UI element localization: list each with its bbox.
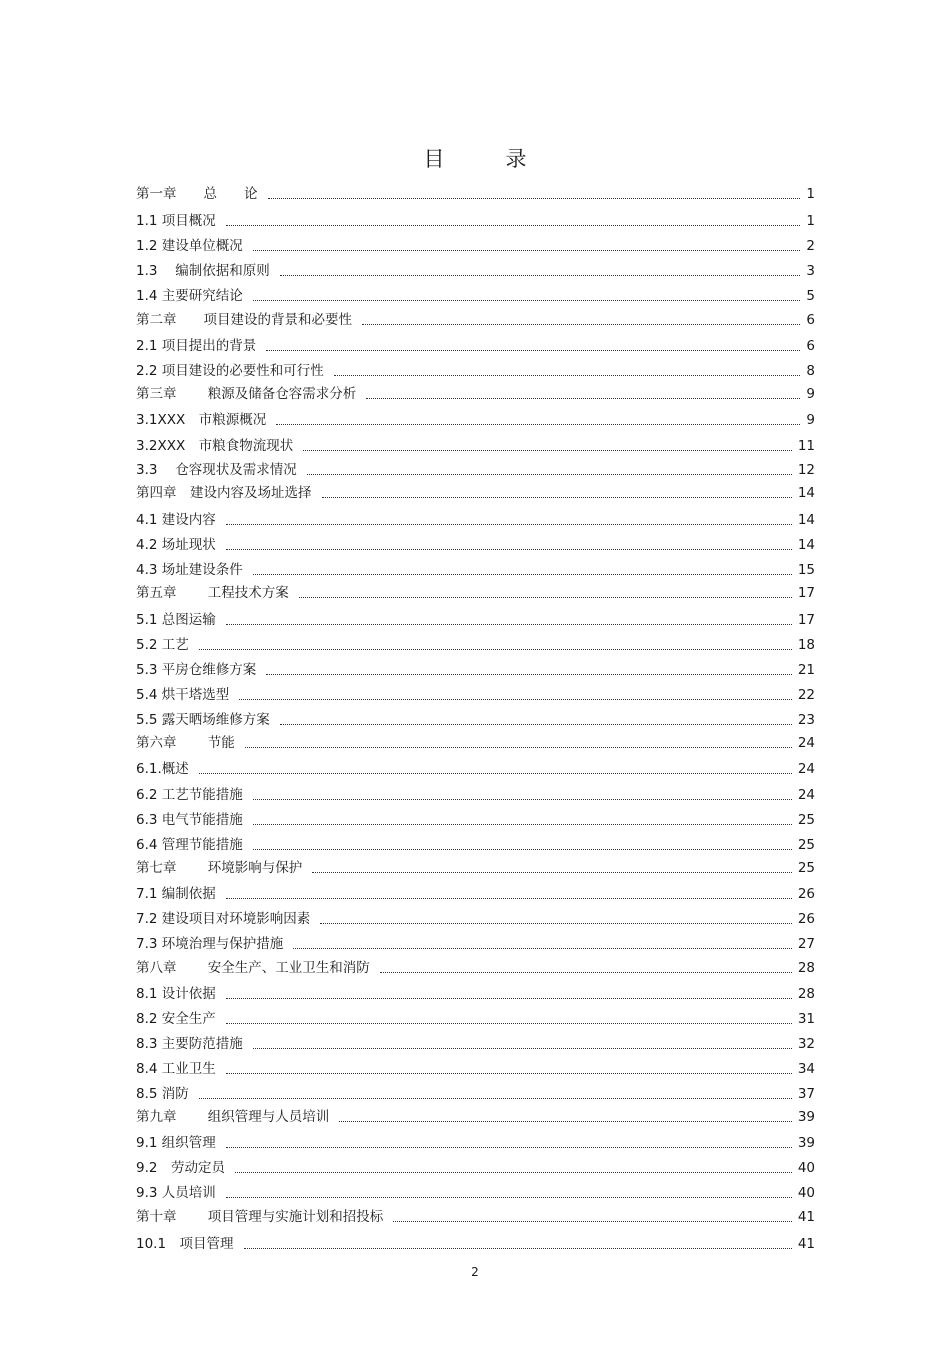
toc-entry[interactable] — [136, 732, 815, 752]
toc-entry-page: 28 — [797, 986, 815, 1002]
dot-leader — [253, 823, 792, 825]
dot-leader — [253, 848, 792, 850]
toc-entry[interactable] — [136, 1233, 815, 1253]
toc-entry-page: 25 — [797, 812, 815, 828]
toc-entry[interactable] — [136, 1157, 815, 1177]
toc-entry-label: 5.3 平房仓维修方案 — [136, 662, 257, 678]
toc-entry-label: 第四章 建设内容及场址选择 — [136, 485, 312, 501]
toc-entry[interactable] — [136, 908, 815, 928]
toc-entry-label: 第三章 粮源及储备仓容需求分析 — [136, 386, 357, 402]
toc-entry-page: 5 — [806, 288, 815, 304]
toc-entry-label: 4.2 场址现状 — [136, 537, 216, 553]
toc-entry-page: 6 — [806, 338, 815, 354]
toc-entry-page: 2 — [806, 238, 815, 254]
toc-entry-page: 37 — [797, 1086, 815, 1102]
toc-entry-page: 25 — [797, 860, 815, 876]
toc-entry[interactable] — [136, 1182, 815, 1202]
toc-entry-label: 3.1XXX 市粮源概况 — [136, 412, 267, 428]
toc-entry[interactable] — [136, 235, 815, 255]
toc-entry-label: 8.2 安全生产 — [136, 1011, 216, 1027]
toc-entry-label: 6.4 管理节能措施 — [136, 837, 243, 853]
toc-entry[interactable] — [136, 582, 815, 602]
toc-entry-page: 34 — [797, 1061, 815, 1077]
toc-entry-label: 8.4 工业卫生 — [136, 1061, 216, 1077]
toc-entry-label: 2.1 项目提出的背景 — [136, 338, 257, 354]
dot-leader — [320, 922, 792, 924]
toc-entry-page: 14 — [797, 512, 815, 528]
toc-entry[interactable] — [136, 534, 815, 554]
dot-leader — [334, 374, 801, 376]
toc-entry-label: 第六章 节能 — [136, 735, 235, 751]
toc-entry-page: 24 — [797, 735, 815, 751]
toc-entry-label: 第十章 项目管理与实施计划和招投标 — [136, 1209, 384, 1225]
toc-entry-label: 第一章 总 论 — [136, 186, 258, 202]
toc-entry[interactable] — [136, 309, 815, 329]
toc-entry-label: 4.3 场址建设条件 — [136, 562, 243, 578]
toc-entry[interactable] — [136, 1106, 815, 1126]
toc-entry-page: 31 — [797, 1011, 815, 1027]
toc-entry[interactable] — [136, 459, 815, 479]
dot-leader — [312, 871, 792, 873]
toc-entry-label: 第九章 组织管理与人员培训 — [136, 1109, 330, 1125]
toc-entry[interactable] — [136, 183, 815, 203]
dot-leader — [253, 798, 792, 800]
dot-leader — [244, 1247, 792, 1249]
toc-entry-label: 7.3 环境治理与保护措施 — [136, 936, 284, 952]
toc-entry[interactable] — [136, 883, 815, 903]
toc-entry[interactable] — [136, 1033, 815, 1053]
dot-leader — [235, 1171, 792, 1173]
toc-entry-label: 3.3 仓容现状及需求情况 — [136, 462, 297, 478]
dot-leader — [380, 971, 792, 973]
dot-leader — [362, 323, 800, 325]
toc-entry-label: 第七章 环境影响与保护 — [136, 860, 303, 876]
toc-entry-page: 1 — [806, 186, 815, 202]
toc-entry-page: 32 — [797, 1036, 815, 1052]
toc-entry-page: 24 — [797, 787, 815, 803]
toc-entry-label: 1.4 主要研究结论 — [136, 288, 243, 304]
toc-entry[interactable] — [136, 409, 815, 429]
toc-entry-page: 24 — [797, 761, 815, 777]
toc-entry-label: 5.5 露天晒场维修方案 — [136, 712, 270, 728]
toc-entry-label: 1.1 项目概况 — [136, 213, 216, 229]
dot-leader — [366, 397, 800, 399]
dot-leader — [226, 1146, 792, 1148]
toc-entry-label: 5.2 工艺 — [136, 637, 189, 653]
toc-entry-label: 8.1 设计依据 — [136, 986, 216, 1002]
toc-entry-page: 8 — [806, 363, 815, 379]
toc-entry-label: 5.1 总图运输 — [136, 612, 216, 628]
dot-leader — [280, 274, 801, 276]
toc-entry[interactable] — [136, 383, 815, 403]
toc-entry[interactable] — [136, 857, 815, 877]
dot-leader — [226, 548, 792, 550]
toc-title: 目 录 — [423, 147, 547, 171]
toc-entry-page: 39 — [797, 1109, 815, 1125]
dot-leader — [226, 997, 792, 999]
toc-entry-label: 6.3 电气节能措施 — [136, 812, 243, 828]
dot-leader — [253, 573, 792, 575]
toc-entry-page: 21 — [797, 662, 815, 678]
toc-entry-label: 7.1 编制依据 — [136, 886, 216, 902]
toc-entry[interactable] — [136, 509, 815, 529]
toc-entry-label: 6.2 工艺节能措施 — [136, 787, 243, 803]
toc-entry-label: 10.1 项目管理 — [136, 1236, 234, 1252]
toc-entry[interactable] — [136, 684, 815, 704]
toc-entry-label: 8.5 消防 — [136, 1086, 189, 1102]
toc-entry-label: 3.2XXX 市粮食物流现状 — [136, 438, 294, 454]
toc-entry-page: 41 — [797, 1209, 815, 1225]
toc-entry[interactable] — [136, 559, 815, 579]
toc-entry-page: 15 — [797, 562, 815, 578]
toc-entry-page: 18 — [797, 637, 815, 653]
toc-entry[interactable] — [136, 834, 815, 854]
dot-leader — [226, 1022, 792, 1024]
toc-entry-page: 12 — [797, 462, 815, 478]
toc-entry-page: 9 — [806, 386, 815, 402]
toc-entry[interactable] — [136, 609, 815, 629]
dot-leader — [239, 698, 792, 700]
toc-entry-label: 7.2 建设项目对环境影响因素 — [136, 911, 311, 927]
toc-entry-label: 6.1.概述 — [136, 761, 189, 777]
dot-leader — [266, 349, 800, 351]
dot-leader — [339, 1120, 792, 1122]
toc-entry[interactable] — [136, 957, 815, 977]
toc-entry-page: 39 — [797, 1135, 815, 1151]
toc-entry[interactable] — [136, 809, 815, 829]
page-number: 2 — [471, 1265, 479, 1279]
dot-leader — [280, 723, 792, 725]
toc-entry[interactable] — [136, 1132, 815, 1152]
toc-entry[interactable] — [136, 709, 815, 729]
toc-entry-page: 26 — [797, 911, 815, 927]
toc-entry-label: 1.3 编制依据和原则 — [136, 263, 270, 279]
toc-entry[interactable] — [136, 482, 815, 502]
toc-entry-page: 9 — [806, 412, 815, 428]
dot-leader — [226, 1196, 792, 1198]
toc-entry-label: 1.2 建设单位概况 — [136, 238, 243, 254]
toc-entry-page: 14 — [797, 485, 815, 501]
toc-entry-page: 3 — [806, 263, 815, 279]
dot-leader — [253, 1047, 792, 1049]
dot-leader — [253, 249, 801, 251]
toc-entry[interactable] — [136, 335, 815, 355]
toc-entry[interactable] — [136, 1058, 815, 1078]
dot-leader — [393, 1220, 792, 1222]
toc-entry-page: 41 — [797, 1236, 815, 1252]
toc-entry-label: 第二章 项目建设的背景和必要性 — [136, 312, 352, 328]
toc-entry-page: 11 — [797, 438, 815, 454]
toc-entry-label: 第五章 工程技术方案 — [136, 585, 289, 601]
toc-entry-label: 9.2 劳动定员 — [136, 1160, 225, 1176]
dot-leader — [199, 772, 792, 774]
toc-entry-label: 4.1 建设内容 — [136, 512, 216, 528]
toc-entry-page: 25 — [797, 837, 815, 853]
toc-entry[interactable] — [136, 210, 815, 230]
dot-leader — [226, 523, 792, 525]
toc-entry[interactable] — [136, 260, 815, 280]
dot-leader — [226, 224, 801, 226]
toc-entry-page: 23 — [797, 712, 815, 728]
toc-entry[interactable] — [136, 784, 815, 804]
toc-entry-page: 6 — [806, 312, 815, 328]
toc-entry[interactable] — [136, 659, 815, 679]
toc-entry-page: 17 — [797, 612, 815, 628]
toc-entry-label: 2.2 项目建设的必要性和可行性 — [136, 363, 324, 379]
toc-entry-page: 22 — [797, 687, 815, 703]
toc-entry[interactable] — [136, 634, 815, 654]
toc-entry[interactable] — [136, 285, 815, 305]
toc-entry[interactable] — [136, 435, 815, 455]
toc-entry-label: 9.3 人员培训 — [136, 1185, 216, 1201]
dot-leader — [276, 423, 800, 425]
toc-entry-label: 8.3 主要防范措施 — [136, 1036, 243, 1052]
toc-entry[interactable] — [136, 1008, 815, 1028]
dot-leader — [322, 496, 792, 498]
dot-leader — [199, 648, 792, 650]
toc-entry-page: 27 — [797, 936, 815, 952]
dot-leader — [299, 596, 792, 598]
dot-leader — [266, 673, 792, 675]
toc-entry-label: 5.4 烘干塔选型 — [136, 687, 230, 703]
dot-leader — [307, 473, 792, 475]
toc-entry-page: 28 — [797, 960, 815, 976]
toc-entry[interactable] — [136, 983, 815, 1003]
dot-leader — [245, 746, 792, 748]
toc-entry[interactable] — [136, 1206, 815, 1226]
toc-entry-page: 26 — [797, 886, 815, 902]
toc-entry-page: 14 — [797, 537, 815, 553]
toc-entry[interactable] — [136, 1083, 815, 1103]
toc-entry-label: 9.1 组织管理 — [136, 1135, 216, 1151]
dot-leader — [226, 1072, 792, 1074]
dot-leader — [199, 1097, 792, 1099]
dot-leader — [226, 623, 792, 625]
dot-leader — [226, 897, 792, 899]
toc-entry-label: 第八章 安全生产、工业卫生和消防 — [136, 960, 370, 976]
toc-entry-page: 1 — [806, 213, 815, 229]
dot-leader — [268, 197, 801, 199]
dot-leader — [303, 449, 792, 451]
toc-entry-page: 17 — [797, 585, 815, 601]
toc-entry[interactable] — [136, 360, 815, 380]
toc-entry[interactable] — [136, 758, 815, 778]
toc-entry[interactable] — [136, 933, 815, 953]
toc-entry-page: 40 — [797, 1185, 815, 1201]
toc-entry-page: 40 — [797, 1160, 815, 1176]
dot-leader — [253, 299, 801, 301]
dot-leader — [293, 947, 792, 949]
